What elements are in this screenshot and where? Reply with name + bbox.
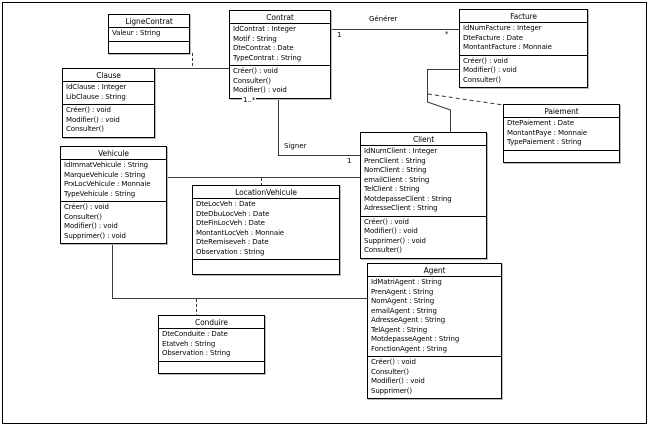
attributes-compartment bbox=[361, 146, 486, 217]
class-paiement[interactable] bbox=[503, 104, 620, 163]
attribute-row: IdNumClient : Integer bbox=[364, 147, 438, 155]
attributes-compartment bbox=[368, 277, 501, 357]
attribute-row: Observation : String bbox=[162, 349, 231, 357]
class-title: Paiement bbox=[504, 105, 619, 118]
operation-row: Créer() : void bbox=[233, 67, 278, 75]
attribute-row: IdImmatVehicule : String bbox=[64, 161, 149, 169]
operation-row: Modifier() : void bbox=[64, 222, 118, 230]
class-contrat[interactable] bbox=[229, 10, 331, 99]
attribute-row: DteLocVeh : Date bbox=[196, 200, 256, 208]
attribute-row: DtePaiement : Date bbox=[507, 119, 574, 127]
attribute-row: DteContrat : Date bbox=[233, 44, 294, 52]
class-title: Vehicule bbox=[61, 147, 166, 160]
association-label-signer: Signer bbox=[284, 142, 307, 150]
attribute-row: MotdepasseClient : String bbox=[364, 194, 452, 203]
multiplicity-label-generer: 1 bbox=[337, 31, 342, 39]
operations-compartment bbox=[460, 56, 587, 88]
attribute-row: PrxLocVehicule : Monnaie bbox=[64, 180, 151, 188]
attribute-row: MontantFacture : Monnaie bbox=[463, 43, 552, 51]
operation-row: Créer() : void bbox=[463, 56, 508, 65]
association-label-generer: Générer bbox=[369, 15, 398, 23]
multiplicity-label-signer: 1..* bbox=[243, 96, 256, 104]
attribute-row: AdresseClient : String bbox=[364, 204, 438, 212]
operations-compartment bbox=[109, 42, 189, 53]
operation-row: Créer() : void bbox=[64, 203, 109, 211]
class-title: LigneContrat bbox=[109, 15, 189, 28]
attribute-row: TypeVehicule : String bbox=[64, 189, 136, 198]
attribute-row: PrenAgent : String bbox=[371, 287, 434, 296]
operation-row: Consulter() bbox=[463, 75, 501, 84]
attributes-compartment bbox=[230, 24, 330, 66]
operations-compartment bbox=[504, 151, 619, 162]
attributes-compartment bbox=[63, 82, 154, 105]
attribute-row: DteConduite : Date bbox=[162, 330, 228, 338]
class-ligne-contrat[interactable] bbox=[108, 14, 190, 54]
attribute-row: FonctionAgent : String bbox=[371, 344, 447, 353]
operation-row: Consulter() bbox=[371, 367, 409, 376]
attribute-row: IdClause : Integer bbox=[66, 83, 127, 91]
attribute-row: MontantLocVeh : Monnaie bbox=[196, 228, 285, 237]
attribute-row: TelAgent : String bbox=[371, 325, 428, 334]
attribute-row: emailClient : String bbox=[364, 175, 430, 184]
attributes-compartment bbox=[504, 118, 619, 151]
class-clause[interactable] bbox=[62, 68, 155, 138]
attribute-row: emailAgent : String bbox=[371, 306, 437, 315]
connector-paiement bbox=[428, 94, 503, 105]
attribute-row: TypePaiement : String bbox=[507, 138, 582, 146]
operations-compartment bbox=[230, 66, 330, 98]
attribute-row: IdContrat : Integer bbox=[233, 25, 296, 33]
attribute-row: Observation : String bbox=[196, 247, 265, 256]
attribute-row: DteFinLocVeh : Date bbox=[196, 219, 265, 227]
attribute-row: PrenClient : String bbox=[364, 156, 426, 165]
operation-row: Supprimer() bbox=[371, 386, 412, 395]
operation-row: Modifier() : void bbox=[66, 115, 120, 124]
class-title: LocationVehicule bbox=[193, 186, 339, 199]
attribute-row: MarqueVehicule : String bbox=[64, 170, 146, 179]
operation-row: Modifier() : void bbox=[233, 86, 287, 94]
attribute-row: LibClause : String bbox=[66, 92, 126, 101]
class-agent[interactable] bbox=[367, 263, 502, 399]
class-conduire[interactable] bbox=[158, 315, 265, 374]
class-facture[interactable] bbox=[459, 9, 588, 88]
attribute-row: TelClient : String bbox=[364, 185, 420, 193]
operation-row: Supprimer() : void bbox=[64, 231, 126, 240]
attributes-compartment bbox=[460, 23, 587, 56]
class-vehicule[interactable] bbox=[60, 146, 167, 244]
operation-row: Créer() : void bbox=[371, 358, 416, 366]
attribute-row: NomAgent : String bbox=[371, 297, 435, 305]
attribute-row: DteDbuLocVeh : Date bbox=[196, 209, 270, 218]
operation-row: Consulter() bbox=[66, 125, 104, 133]
operations-compartment bbox=[63, 105, 154, 137]
operations-compartment bbox=[61, 202, 166, 243]
operation-row: Créer() : void bbox=[66, 106, 111, 114]
association-facture-client bbox=[428, 70, 460, 133]
attributes-compartment bbox=[109, 28, 189, 42]
class-client[interactable] bbox=[360, 132, 487, 259]
attribute-row: NomClient : String bbox=[364, 166, 427, 174]
operations-compartment bbox=[361, 217, 486, 258]
class-title: Conduire bbox=[159, 316, 264, 329]
multiplicity-label-generer: * bbox=[445, 30, 449, 38]
class-title: Client bbox=[361, 133, 486, 146]
operation-row: Modifier() : void bbox=[371, 377, 425, 385]
operations-compartment bbox=[193, 260, 339, 274]
operation-row: Consulter() bbox=[233, 76, 271, 85]
attribute-row: DteFacture : Date bbox=[463, 33, 524, 42]
attribute-row: MotdepasseAgent : String bbox=[371, 335, 460, 343]
attribute-row: Valeur : String bbox=[112, 29, 161, 37]
attribute-row: TypeContrat : String bbox=[233, 53, 302, 62]
multiplicity-label-signer: 1 bbox=[347, 157, 352, 165]
attribute-row: DteRemiseveh : Date bbox=[196, 238, 269, 246]
class-title: Clause bbox=[63, 69, 154, 82]
attribute-row: IdMatriAgent : String bbox=[371, 278, 442, 286]
attribute-row: IdNumFacture : Integer bbox=[463, 24, 542, 32]
class-title: Facture bbox=[460, 10, 587, 23]
operation-row: Supprimer() : void bbox=[364, 236, 426, 245]
attribute-row: Etatveh : String bbox=[162, 339, 216, 348]
attribute-row: Motif : String bbox=[233, 34, 277, 43]
operations-compartment bbox=[159, 362, 264, 373]
operation-row: Consulter() bbox=[364, 246, 402, 254]
operation-row: Consulter() bbox=[64, 212, 102, 221]
class-title: Contrat bbox=[230, 11, 330, 24]
attributes-compartment bbox=[61, 160, 166, 202]
operation-row: Modifier() : void bbox=[463, 66, 517, 74]
class-title: Agent bbox=[368, 264, 501, 277]
attribute-row: MontantPaye : Monnaie bbox=[507, 128, 588, 137]
operation-row: Créer() : void bbox=[364, 217, 409, 226]
attributes-compartment bbox=[159, 329, 264, 362]
operation-row: Modifier() : void bbox=[364, 227, 418, 235]
class-location-vehicule[interactable] bbox=[192, 185, 340, 275]
operations-compartment bbox=[368, 357, 501, 398]
attribute-row: AdresseAgent : String bbox=[371, 316, 446, 324]
attributes-compartment bbox=[193, 199, 339, 260]
